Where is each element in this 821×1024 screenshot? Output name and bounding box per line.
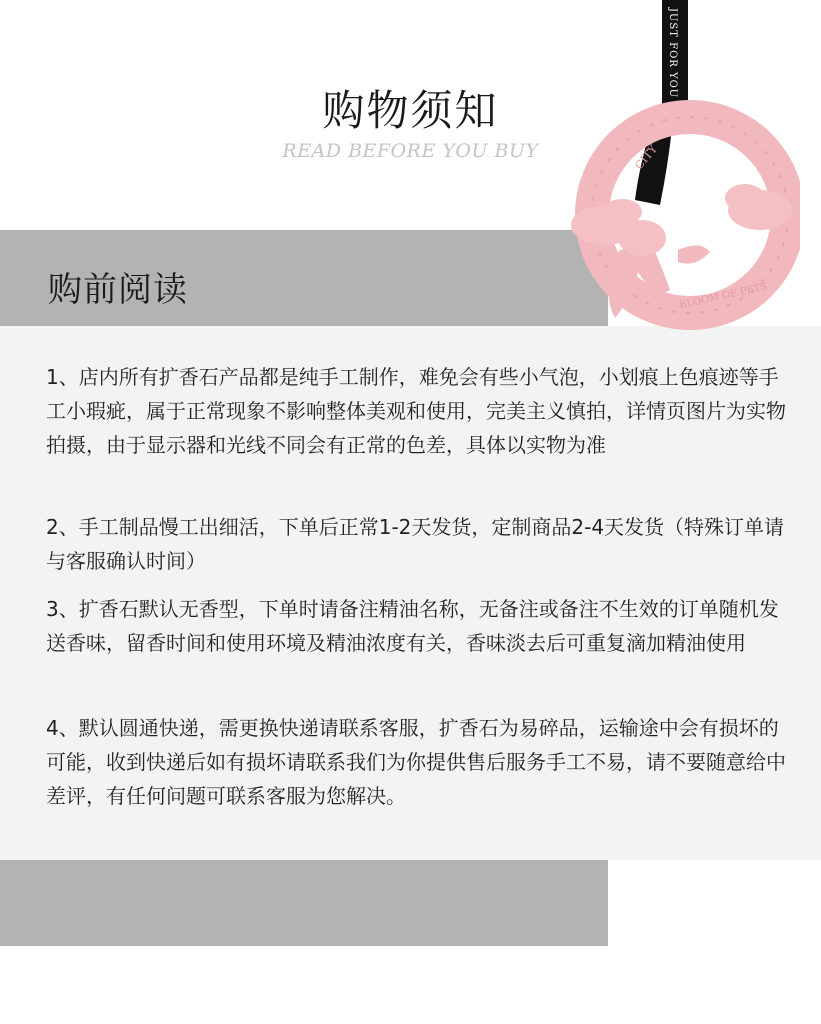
section-title: 购前阅读 (48, 270, 188, 310)
notice-item-4: 4、默认圆通快递，需更换快递请联系客服，扩香石为易碎品，运输途中会有损坏的可能，收到快递后如有损坏请联系我们为你提供售后服务手工不易，请不要随意给中差评，有任何问题可联系客服为您解决。 (46, 716, 786, 808)
bottom-decor-band (0, 860, 608, 946)
notice-item-3: 3、扩香石默认无香型，下单时请备注精油名称，无备注或备注不生效的订单随机发送香味，留香时间和使用环境及精油浓度有关，香味淡去后可重复滴加精油使用 (46, 597, 779, 655)
page-subtitle: READ BEFORE YOU BUY (282, 140, 539, 162)
ribbon-label: JUST FOR YOU (667, 8, 678, 99)
page-title: 购物须知 (322, 86, 499, 135)
notice-item-1: 1、店内所有扩香石产品都是纯手工制作，难免会有些小气泡，小划痕上色痕迹等手工小瑕疵，属于正常现象不影响整体美观和使用，完美主义慎拍，详情页图片为实物拍摄，由于显示器和光线不同会有正常的色差，具体以实物为准 (46, 365, 786, 457)
ring-illustration (560, 0, 800, 360)
ring-text-bottom: BLOOM OF PETS (678, 281, 769, 311)
notice-item-2: 2、手工制品慢工出细活，下单后正常1-2天发货，定制商品2-4天发货（特殊订单请与客服确认时间） (46, 515, 785, 573)
ring-text-top: CITY (632, 142, 660, 172)
product-ring-image (560, 0, 800, 360)
